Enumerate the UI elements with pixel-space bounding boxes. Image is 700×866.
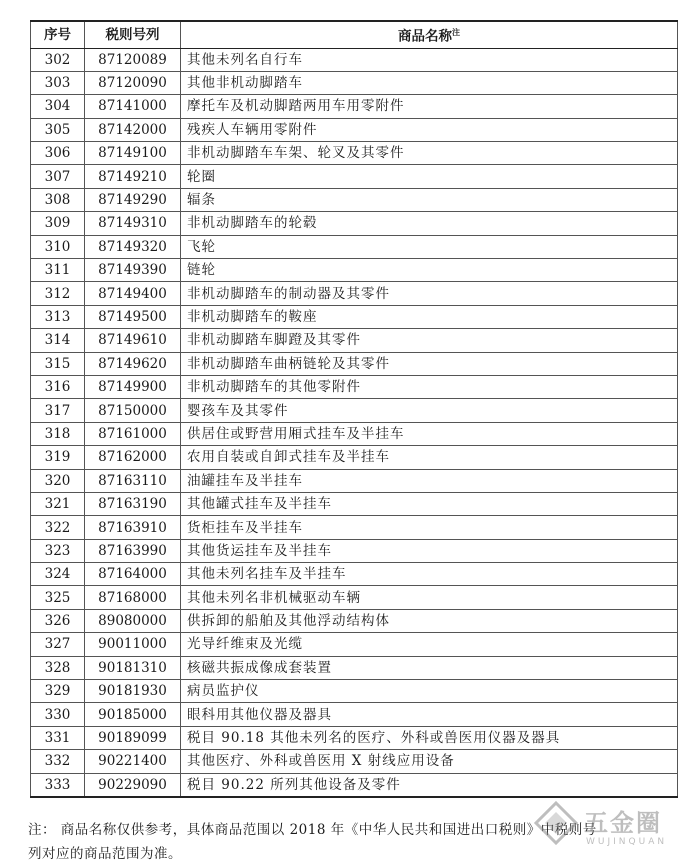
watermark-text-cn: 五金圈 bbox=[584, 809, 662, 837]
cell-code: 87164000 bbox=[85, 563, 181, 586]
header-code: 税则号列 bbox=[85, 21, 181, 48]
cell-seq: 328 bbox=[31, 656, 85, 679]
cell-seq: 307 bbox=[31, 165, 85, 188]
cell-seq: 303 bbox=[31, 71, 85, 94]
cell-seq: 321 bbox=[31, 492, 85, 515]
cell-code: 90229090 bbox=[85, 773, 181, 797]
cell-seq: 302 bbox=[31, 48, 85, 71]
cell-name: 其他未列名非机械驱动车辆 bbox=[181, 586, 678, 609]
cell-name: 非机动脚踏车的其他零附件 bbox=[181, 375, 678, 398]
cell-seq: 318 bbox=[31, 422, 85, 445]
watermark-text-en: WUJINQUAN bbox=[586, 837, 668, 847]
cell-seq: 326 bbox=[31, 609, 85, 632]
cell-name: 其他未列名挂车及半挂车 bbox=[181, 563, 678, 586]
table-row bbox=[31, 563, 678, 586]
cell-name: 非机动脚踏车的制动器及其零件 bbox=[181, 282, 678, 305]
cell-name: 非机动脚踏车脚蹬及其零件 bbox=[181, 329, 678, 352]
table-row bbox=[31, 492, 678, 515]
cell-seq: 330 bbox=[31, 703, 85, 726]
footnote-line-2: 列对应的商品范围为准。 bbox=[28, 846, 182, 862]
cell-name: 婴孩车及其零件 bbox=[181, 399, 678, 422]
cell-code: 87141000 bbox=[85, 95, 181, 118]
cell-code: 87163110 bbox=[85, 469, 181, 492]
table-row bbox=[31, 680, 678, 703]
cell-seq: 304 bbox=[31, 95, 85, 118]
table-body bbox=[31, 48, 678, 797]
cell-name: 飞轮 bbox=[181, 235, 678, 258]
cell-seq: 312 bbox=[31, 282, 85, 305]
cell-name: 病员监护仪 bbox=[181, 680, 678, 703]
cell-code: 87120089 bbox=[85, 48, 181, 71]
cell-code: 87149290 bbox=[85, 188, 181, 211]
table-row bbox=[31, 142, 678, 165]
cell-name: 供居住或野营用厢式挂车及半挂车 bbox=[181, 422, 678, 445]
cell-name: 残疾人车辆用零附件 bbox=[181, 118, 678, 141]
cell-seq: 324 bbox=[31, 563, 85, 586]
cell-code: 87163910 bbox=[85, 516, 181, 539]
table-row bbox=[31, 656, 678, 679]
cell-seq: 309 bbox=[31, 212, 85, 235]
table-row bbox=[31, 235, 678, 258]
table-row bbox=[31, 48, 678, 71]
table-row bbox=[31, 469, 678, 492]
cell-seq: 332 bbox=[31, 750, 85, 773]
cell-name: 非机动脚踏车车架、轮叉及其零件 bbox=[181, 142, 678, 165]
cell-name: 其他非机动脚踏车 bbox=[181, 71, 678, 94]
cell-seq: 325 bbox=[31, 586, 85, 609]
wujinquan-logo-icon bbox=[534, 801, 578, 845]
cell-code: 87142000 bbox=[85, 118, 181, 141]
cell-code: 87168000 bbox=[85, 586, 181, 609]
cell-code: 90011000 bbox=[85, 633, 181, 656]
cell-name: 其他未列名自行车 bbox=[181, 48, 678, 71]
table-row bbox=[31, 165, 678, 188]
cell-seq: 314 bbox=[31, 329, 85, 352]
table-row bbox=[31, 633, 678, 656]
cell-name: 摩托车及机动脚踏两用车用零附件 bbox=[181, 95, 678, 118]
cell-name: 其他罐式挂车及半挂车 bbox=[181, 492, 678, 515]
cell-code: 87161000 bbox=[85, 422, 181, 445]
header-name-label: 商品名称 bbox=[398, 28, 452, 45]
cell-code: 87149210 bbox=[85, 165, 181, 188]
cell-code: 87162000 bbox=[85, 446, 181, 469]
header-name-note-marker: 注 bbox=[452, 28, 460, 37]
cell-seq: 306 bbox=[31, 142, 85, 165]
cell-name: 其他货运挂车及半挂车 bbox=[181, 539, 678, 562]
cell-seq: 329 bbox=[31, 680, 85, 703]
cell-code: 87149400 bbox=[85, 282, 181, 305]
cell-seq: 317 bbox=[31, 399, 85, 422]
table-row bbox=[31, 539, 678, 562]
table-row bbox=[31, 586, 678, 609]
cell-name: 核磁共振成像成套装置 bbox=[181, 656, 678, 679]
tariff-table bbox=[30, 20, 678, 798]
cell-name: 非机动脚踏车的鞍座 bbox=[181, 305, 678, 328]
cell-name: 农用自装或自卸式挂车及半挂车 bbox=[181, 446, 678, 469]
cell-code: 90185000 bbox=[85, 703, 181, 726]
cell-name: 供拆卸的船舶及其他浮动结构体 bbox=[181, 609, 678, 632]
cell-code: 87120090 bbox=[85, 71, 181, 94]
cell-code: 87149620 bbox=[85, 352, 181, 375]
cell-name: 光导纤维束及光缆 bbox=[181, 633, 678, 656]
table-row bbox=[31, 118, 678, 141]
table-row bbox=[31, 212, 678, 235]
cell-seq: 305 bbox=[31, 118, 85, 141]
cell-code: 87149100 bbox=[85, 142, 181, 165]
cell-name: 非机动脚踏车曲柄链轮及其零件 bbox=[181, 352, 678, 375]
cell-name: 非机动脚踏车的轮毂 bbox=[181, 212, 678, 235]
cell-seq: 320 bbox=[31, 469, 85, 492]
cell-code: 87149610 bbox=[85, 329, 181, 352]
cell-code: 90189099 bbox=[85, 726, 181, 749]
table-row bbox=[31, 305, 678, 328]
table-row bbox=[31, 95, 678, 118]
tariff-table-container bbox=[30, 20, 678, 798]
cell-code: 87149390 bbox=[85, 259, 181, 282]
table-row bbox=[31, 188, 678, 211]
cell-code: 87150000 bbox=[85, 399, 181, 422]
cell-name: 眼科用其他仪器及器具 bbox=[181, 703, 678, 726]
table-header-row bbox=[31, 21, 678, 48]
table-row bbox=[31, 375, 678, 398]
cell-name: 货柜挂车及半挂车 bbox=[181, 516, 678, 539]
cell-seq: 316 bbox=[31, 375, 85, 398]
table-row bbox=[31, 352, 678, 375]
cell-code: 89080000 bbox=[85, 609, 181, 632]
cell-seq: 327 bbox=[31, 633, 85, 656]
cell-seq: 323 bbox=[31, 539, 85, 562]
cell-code: 87149900 bbox=[85, 375, 181, 398]
cell-name: 轮圈 bbox=[181, 165, 678, 188]
header-seq: 序号 bbox=[31, 21, 85, 48]
cell-name: 链轮 bbox=[181, 259, 678, 282]
cell-name: 税目 90.18 其他未列名的医疗、外科或兽医用仪器及器具 bbox=[181, 726, 678, 749]
header-name bbox=[181, 21, 678, 48]
cell-seq: 331 bbox=[31, 726, 85, 749]
cell-code: 87149320 bbox=[85, 235, 181, 258]
cell-code: 87149500 bbox=[85, 305, 181, 328]
cell-seq: 310 bbox=[31, 235, 85, 258]
cell-code: 90181310 bbox=[85, 656, 181, 679]
table-row bbox=[31, 422, 678, 445]
cell-name: 油罐挂车及半挂车 bbox=[181, 469, 678, 492]
table-row bbox=[31, 282, 678, 305]
table-row bbox=[31, 726, 678, 749]
table-row bbox=[31, 259, 678, 282]
cell-seq: 315 bbox=[31, 352, 85, 375]
table-row bbox=[31, 516, 678, 539]
cell-code: 90181930 bbox=[85, 680, 181, 703]
cell-seq: 333 bbox=[31, 773, 85, 797]
table-row bbox=[31, 446, 678, 469]
cell-name: 辐条 bbox=[181, 188, 678, 211]
table-row bbox=[31, 71, 678, 94]
cell-seq: 322 bbox=[31, 516, 85, 539]
cell-name: 税目 90.22 所列其他设备及零件 bbox=[181, 773, 678, 797]
table-row bbox=[31, 609, 678, 632]
table-row bbox=[31, 399, 678, 422]
cell-code: 90221400 bbox=[85, 750, 181, 773]
footnote-line-1: 注： 商品名称仅供参考，具体商品范围以 2018 年《中华人民共和国进出口税则》中税则号 bbox=[28, 822, 597, 838]
cell-code: 87149310 bbox=[85, 212, 181, 235]
table-row bbox=[31, 750, 678, 773]
cell-seq: 308 bbox=[31, 188, 85, 211]
cell-code: 87163190 bbox=[85, 492, 181, 515]
watermark bbox=[528, 797, 688, 857]
cell-seq: 319 bbox=[31, 446, 85, 469]
table-row bbox=[31, 703, 678, 726]
cell-name: 其他医疗、外科或兽医用 X 射线应用设备 bbox=[181, 750, 678, 773]
cell-seq: 311 bbox=[31, 259, 85, 282]
cell-code: 87163990 bbox=[85, 539, 181, 562]
table-row bbox=[31, 773, 678, 797]
cell-seq: 313 bbox=[31, 305, 85, 328]
table-row bbox=[31, 329, 678, 352]
